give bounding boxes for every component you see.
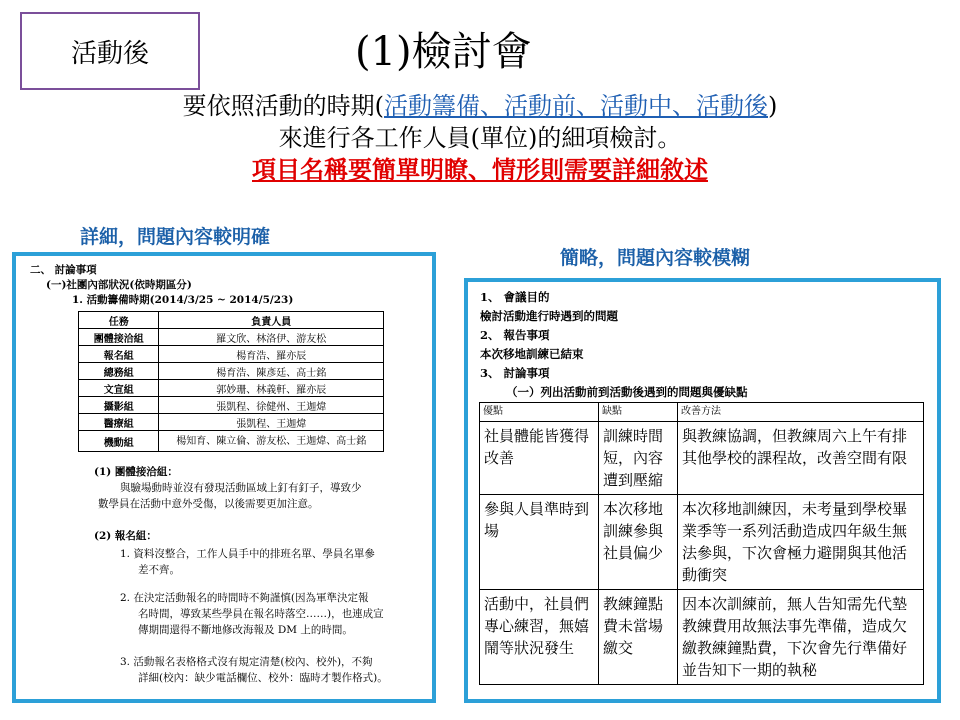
right-l4: 本次移地訓練已結束 — [480, 347, 584, 361]
people-cell: 羅文欣、林洛伊、游友松 — [159, 329, 384, 346]
caption-detailed: 詳細，問題內容較明確 — [80, 226, 271, 248]
people-cell: 楊育浩、羅亦辰 — [159, 346, 384, 363]
people-cell: 張凱程、王迦煒 — [159, 414, 384, 431]
left-s2-item-1a: 1. 資料沒整合，工作人員手中的排班名單、學員名單參 — [120, 548, 375, 560]
left-s1-title: (1) 團體接洽組： — [94, 466, 178, 478]
right-l1: 1、 會議目的 — [480, 290, 550, 304]
pro-cell: 參與人員準時到場 — [480, 495, 599, 590]
th-pros: 優點 — [480, 403, 599, 422]
task-cell: 機動組 — [79, 431, 159, 452]
task-cell: 文宣組 — [79, 380, 159, 397]
intro-line-1-pre: 要依照活動的時期( — [182, 92, 384, 120]
con-cell: 訓練時間短，內容遭到壓縮 — [599, 422, 678, 495]
intro-line-1 — [0, 90, 960, 122]
table-row — [79, 329, 384, 346]
people-cell: 郭妙珊、林義軒、羅亦辰 — [159, 380, 384, 397]
intro-text — [0, 90, 960, 186]
table-row — [79, 346, 384, 363]
table-row — [480, 495, 924, 590]
left-s2-item-2a: 2. 在決定活動報名的時間時不夠謹慎(因為軍準決定報 — [120, 592, 369, 604]
table-row — [79, 380, 384, 397]
con-cell: 本次移地訓練參與社員偏少 — [599, 495, 678, 590]
left-s2-item-3a: 3. 活動報名表格格式沒有規定清楚(校內、校外)，不夠 — [120, 656, 373, 668]
left-h1: 二、 討論事項 — [30, 264, 97, 276]
people-cell: 楊知育、陳立倫、游友松、王迦煒、高士銘 — [159, 431, 384, 452]
brief-review-document — [464, 278, 941, 703]
detailed-review-document — [12, 252, 436, 703]
caption-brief: 簡略，問題內容較模糊 — [560, 247, 751, 269]
left-h3: 1. 活動籌備時期(2014/3/25 ~ 2014/5/23) — [72, 294, 294, 306]
task-cell: 報名組 — [79, 346, 159, 363]
pro-cell: 活動中，社員們專心練習，無嬉鬧等狀況發生 — [480, 590, 599, 685]
left-s1-body-1: 與驗場動時並沒有發現活動區域上釘有釘子，導致少 — [120, 482, 362, 494]
table-row — [79, 431, 384, 452]
left-s2-item-2c: 傳期間還得不斷地修改海報及 DM 上的時間。 — [138, 624, 353, 636]
right-l5: 3、 討論事項 — [480, 366, 550, 380]
pro-cell: 社員體能皆獲得改善 — [480, 422, 599, 495]
left-th-people: 負責人員 — [159, 312, 384, 329]
fix-cell: 因本次訓練前，無人告知需先代墊教練費用故無法事先準備，造成欠繳教練鐘點費，下次會先行準備好並告知下一期的執秘 — [678, 590, 924, 685]
table-row — [79, 397, 384, 414]
left-table-header — [79, 312, 384, 329]
left-s2-item-3b: 詳細(校內：缺少電話欄位、校外：臨時才製作格式)。 — [138, 672, 388, 684]
task-cell: 團體接洽組 — [79, 329, 159, 346]
intro-line-2: 來進行各工作人員(單位)的細項檢討。 — [278, 124, 682, 152]
task-cell: 總務組 — [79, 363, 159, 380]
left-s1-body-2: 數學員在活動中意外受傷，以後需要更加注意。 — [98, 498, 319, 510]
left-th-task: 任務 — [79, 312, 159, 329]
people-cell: 楊育浩、陳彥廷、高士銘 — [159, 363, 384, 380]
left-h2: (一)社團內部狀況(依時期區分) — [46, 279, 192, 291]
table-row — [480, 422, 924, 495]
left-s2-item-1b: 差不齊。 — [138, 564, 180, 576]
right-l2: 檢討活動進行時遇到的問題 — [480, 309, 618, 323]
right-l6: （一）列出活動前到活動後遇到的問題與優缺點 — [506, 385, 748, 399]
intro-line-3: 項目名稱要簡單明瞭、情形則需要詳細敘述 — [252, 155, 708, 184]
stage-tag: 活動後 — [20, 12, 200, 90]
table-row — [480, 590, 924, 685]
slide-title: (1)檢討會 — [355, 29, 532, 75]
left-s2-item-2b: 名時間，導致某些學員在報名時落空……)，也連成宣 — [138, 608, 384, 620]
task-cell: 醫療組 — [79, 414, 159, 431]
intro-periods-link: 活動籌備、活動前、活動中、活動後 — [384, 92, 768, 120]
left-duty-table — [78, 311, 384, 452]
right-l3: 2、 報告事項 — [480, 328, 550, 342]
right-table-header — [480, 403, 924, 422]
right-review-table — [479, 402, 924, 685]
th-fix: 改善方法 — [678, 403, 924, 422]
fix-cell: 與教練協調，但教練周六上午有排其他學校的課程故，改善空間有限 — [678, 422, 924, 495]
left-s2-title: (2) 報名組： — [94, 530, 157, 542]
con-cell: 教練鐘點費未當場繳交 — [599, 590, 678, 685]
intro-line-1-post: ) — [768, 92, 778, 120]
table-row — [79, 363, 384, 380]
table-row — [79, 414, 384, 431]
fix-cell: 本次移地訓練因，未考量到學校畢業季等一系列活動造成四年級生無法參與，下次會極力避開與其他活動衝突 — [678, 495, 924, 590]
task-cell: 攝影組 — [79, 397, 159, 414]
people-cell: 張凱程、徐健州、王迦煒 — [159, 397, 384, 414]
th-cons: 缺點 — [599, 403, 678, 422]
